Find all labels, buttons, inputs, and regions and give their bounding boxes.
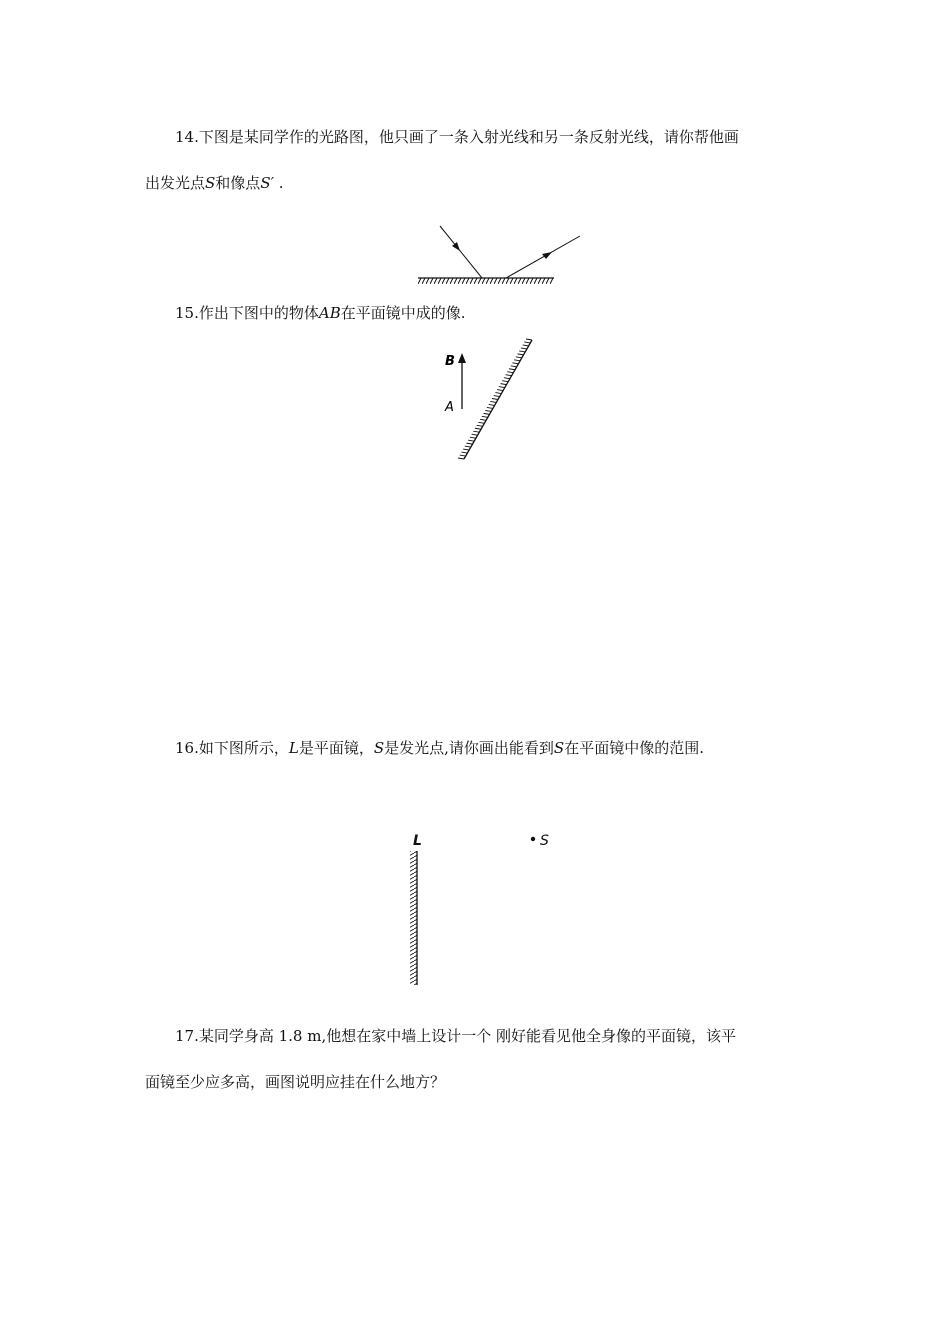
- q14-incident-arrow: [452, 242, 460, 251]
- q15-hatch-mark: [485, 410, 491, 411]
- q15-hatch-mark: [511, 366, 517, 367]
- q15-hatch-mark: [463, 449, 469, 450]
- q15-hatch-mark: [499, 387, 505, 388]
- q15-hatch-mark: [475, 428, 481, 429]
- q14-mirror-hatch: [418, 278, 554, 284]
- q15-hatch-mark: [519, 351, 525, 352]
- q15-hatch-mark: [492, 399, 498, 400]
- q15-hatch-mark: [489, 404, 495, 405]
- q15-hatch-mark: [465, 446, 471, 447]
- q15-hatch-mark: [458, 458, 464, 459]
- q15-hatch-mark: [518, 354, 524, 355]
- q15-hatch-mark: [506, 375, 512, 376]
- q15-hatch-mark: [516, 357, 522, 358]
- q15-mirror-diagram: [438, 335, 548, 465]
- q15-hatch-mark: [472, 434, 478, 435]
- question-14: [145, 126, 810, 148]
- q15-hatch-mark: [460, 455, 466, 456]
- q15-hatch-mark: [507, 372, 513, 373]
- q15-hatch-mark: [509, 369, 515, 370]
- q15-hatch-mark: [501, 384, 507, 385]
- question-17-line1: 17.某同学身高 1.8 m,他想在家中墙上设计一个 刚好能看见他全身像的平面镜，该平: [175, 1027, 737, 1045]
- q15-hatch-mark: [502, 381, 508, 382]
- q15-mirror-hatch: [458, 339, 532, 459]
- q15-hatch-mark: [478, 422, 484, 423]
- q15-hatch-mark: [467, 443, 473, 444]
- q15-hatch-mark: [484, 413, 490, 414]
- q15-hatch-mark: [512, 363, 518, 364]
- question-14-line2: 出发光点S和像点S′ .: [145, 174, 284, 192]
- q15-hatch-mark: [514, 360, 520, 361]
- q16-light-source-s: [531, 837, 535, 841]
- q15-hatch-mark: [495, 393, 501, 394]
- q15-arrow-b: [458, 353, 466, 363]
- q15-hatch-mark: [461, 452, 467, 453]
- q15-label-a: A: [445, 400, 454, 415]
- q15-hatch-mark: [490, 401, 496, 402]
- q16-mirror-hatch: [410, 851, 417, 985]
- q15-label-b: B: [445, 354, 455, 369]
- q16-label-l: L: [413, 833, 422, 849]
- q15-hatch-mark: [494, 396, 500, 397]
- q15-hatch-mark: [473, 431, 479, 432]
- q14-incident-ray: [440, 226, 482, 278]
- q15-hatch-mark: [524, 342, 530, 343]
- q15-hatch-mark: [480, 419, 486, 420]
- q15-hatch-mark: [526, 339, 532, 340]
- q16-label-s: S: [540, 833, 549, 849]
- q15-hatch-mark: [497, 390, 503, 391]
- q15-hatch-mark: [470, 437, 476, 438]
- question-16: 16.如下图所示，L是平面镜，S是发光点,请你画出能看到S在平面镜中像的范围.: [175, 739, 704, 757]
- question-15: 15.作出下图中的物体AB在平面镜中成的像.: [175, 304, 466, 322]
- question-14-line1: 14.下图是某同学作的光路图，他只画了一条入射光线和另一条反射光线，请你帮他画: [175, 128, 739, 146]
- q15-hatch-mark: [468, 440, 474, 441]
- q15-hatch-mark: [504, 378, 510, 379]
- q16-mirror-diagram: [400, 825, 560, 990]
- q14-reflected-arrow: [542, 252, 552, 259]
- q15-hatch-mark: [521, 348, 527, 349]
- q15-hatch-mark: [487, 407, 493, 408]
- q14-reflected-ray: [506, 236, 580, 278]
- q15-hatch-mark: [482, 416, 488, 417]
- q15-hatch-mark: [477, 425, 483, 426]
- q14-reflection-diagram: [410, 220, 590, 290]
- q15-hatch-mark: [523, 345, 529, 346]
- question-17-line2: 面镜至少应多高，画图说明应挂在什么地方？: [145, 1073, 446, 1091]
